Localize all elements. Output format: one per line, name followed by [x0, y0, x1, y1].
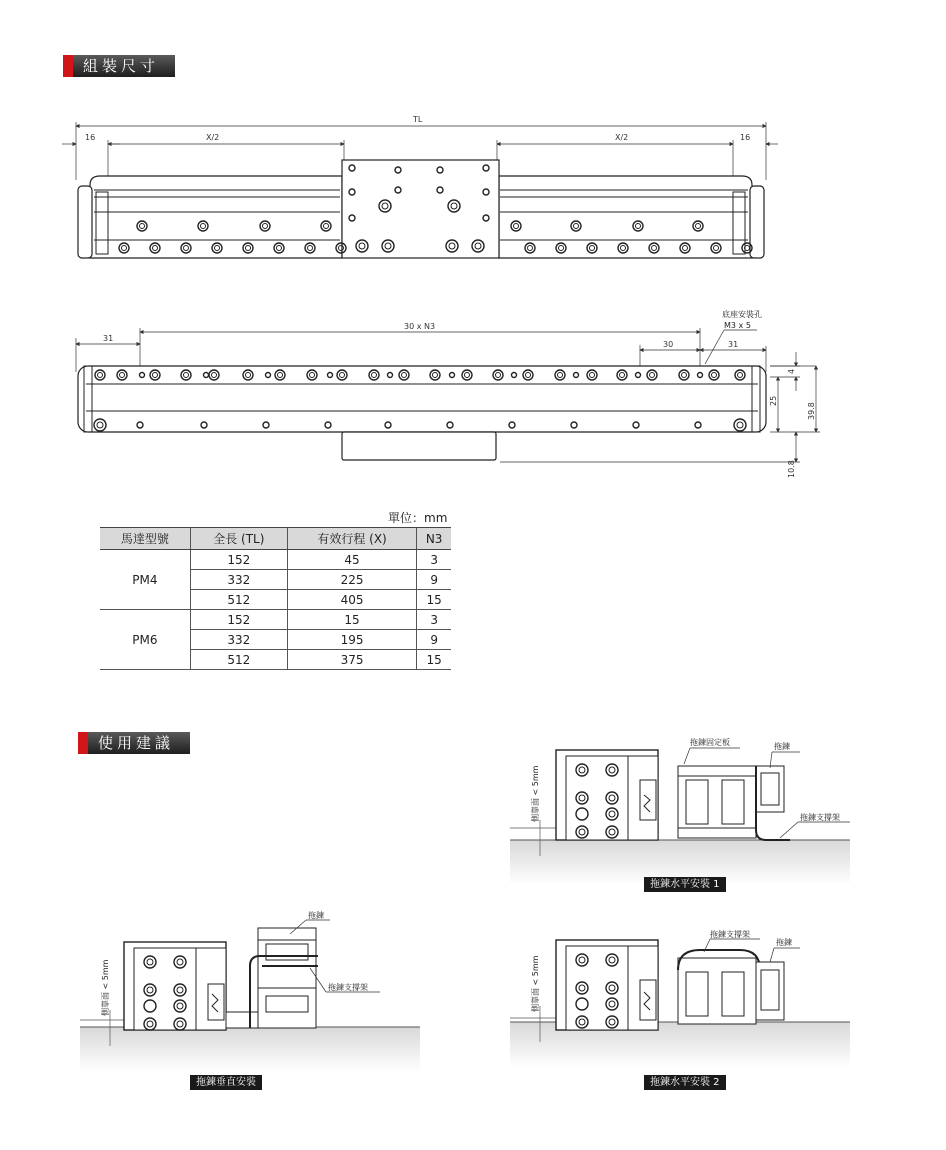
- cell: 512: [190, 590, 287, 610]
- model-cell: PM6: [100, 610, 190, 670]
- cell: 9: [417, 570, 451, 590]
- side-note: 側靠面 < 5mm: [101, 959, 110, 1016]
- cell: 9: [417, 630, 451, 650]
- label-bracket: 拖鍊支撐架: [800, 813, 840, 822]
- col-n3: N3: [417, 528, 451, 550]
- cell: 45: [287, 550, 417, 570]
- illustration-horizontal-1: [510, 737, 850, 885]
- dim-10-8: 10.8: [787, 460, 796, 478]
- dim-30xn3: 30 x N3: [404, 322, 436, 331]
- dim-39-8: 39.8: [807, 402, 816, 420]
- dim-30: 30: [663, 340, 674, 349]
- note-mount-hole: 底座安裝孔: [722, 310, 762, 319]
- section-title-usage: 使用建議: [88, 732, 190, 754]
- dim-right-end: 16: [740, 133, 751, 142]
- dim-31-right: 31: [728, 340, 739, 349]
- caption-horizontal-1: 拖鍊水平安裝 1: [644, 877, 726, 892]
- dim-left-end: 16: [85, 133, 96, 142]
- side-note: 側靠面 < 5mm: [531, 765, 540, 822]
- col-model: 馬達型號: [100, 528, 190, 550]
- cell: 15: [287, 610, 417, 630]
- cell: 15: [417, 590, 451, 610]
- dim-25: 25: [769, 395, 778, 406]
- label-bracket: 拖鍊支撐架: [328, 983, 368, 992]
- cell: 3: [417, 610, 451, 630]
- cell: 332: [190, 630, 287, 650]
- model-cell: PM4: [100, 550, 190, 610]
- dim-4: 4: [787, 368, 796, 374]
- dim-31-left: 31: [103, 334, 114, 343]
- cell: 225: [287, 570, 417, 590]
- dim-left-half: X/2: [206, 133, 220, 142]
- cell: 15: [417, 650, 451, 670]
- dim-tl: TL: [413, 115, 423, 124]
- label-chain: 拖鍊: [308, 911, 324, 920]
- cell: 512: [190, 650, 287, 670]
- side-note: 側靠面 < 5mm: [531, 955, 540, 1012]
- label-chain: 拖鍊: [776, 938, 792, 947]
- cell: 405: [287, 590, 417, 610]
- col-stroke: 有效行程 (X): [287, 528, 417, 550]
- dim-right-half: X/2: [615, 133, 629, 142]
- cell: 3: [417, 550, 451, 570]
- label-chain-plate: 拖鍊固定板: [690, 738, 730, 747]
- section-title-dimensions: 組裝尺寸: [73, 55, 175, 77]
- col-length: 全長 (TL): [190, 528, 287, 550]
- cell: 375: [287, 650, 417, 670]
- caption-vertical: 拖鍊垂直安裝: [190, 1075, 262, 1090]
- cell: 332: [190, 570, 287, 590]
- cell: 195: [287, 630, 417, 650]
- note-m3x5: M3 x 5: [724, 321, 751, 330]
- illustration-vertical: [80, 910, 420, 1072]
- cell: 152: [190, 610, 287, 630]
- cell: 152: [190, 550, 287, 570]
- caption-horizontal-2: 拖鍊水平安裝 2: [644, 1075, 726, 1090]
- unit-label: 單位：mm: [388, 511, 448, 525]
- label-bracket: 拖鍊支撐架: [710, 930, 750, 939]
- label-chain: 拖鍊: [774, 742, 790, 751]
- illustration-horizontal-2: [510, 929, 850, 1067]
